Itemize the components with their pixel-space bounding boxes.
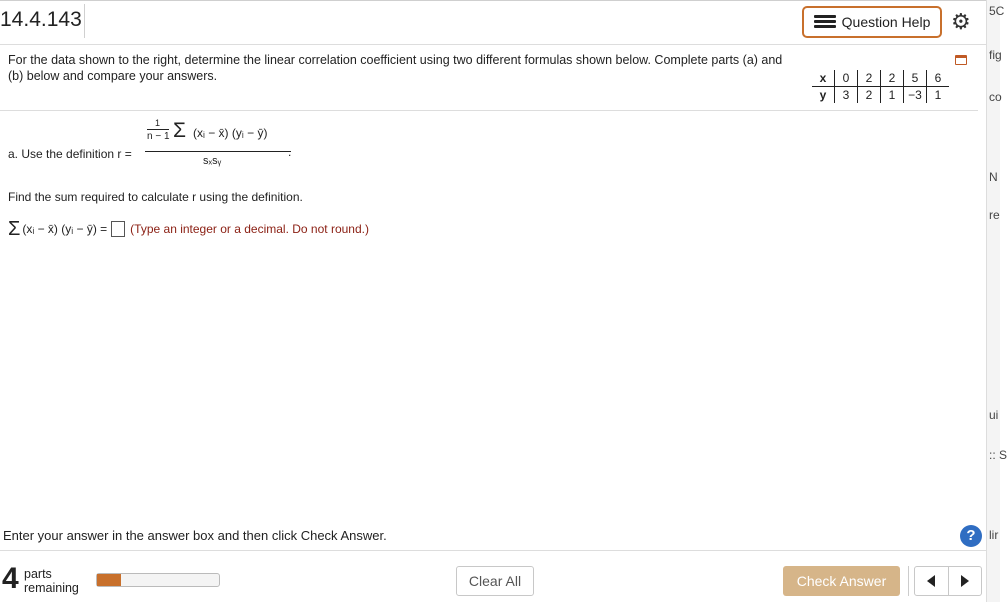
side-text: 5C — [989, 4, 1005, 18]
nav-separator — [908, 566, 909, 596]
formula-main-bar — [145, 151, 291, 152]
find-instruction: Find the sum required to calculate r using the definition. — [8, 190, 303, 204]
previous-button[interactable] — [915, 567, 949, 595]
parts-label-line2: remaining — [24, 581, 79, 595]
formula-terms: (xᵢ − x̄) (yᵢ − ȳ) — [193, 126, 268, 140]
right-side-strip — [986, 0, 1007, 602]
fraction-denominator: n − 1 — [147, 131, 170, 142]
question-number: 14.4.143 — [0, 8, 82, 31]
x-header: x — [812, 70, 835, 87]
question-nav — [914, 566, 982, 596]
part-a-label: a. Use the definition r = — [8, 147, 132, 161]
y-value: −3 — [904, 87, 927, 104]
next-button[interactable] — [949, 567, 982, 595]
content-divider — [0, 110, 978, 111]
x-value: 2 — [881, 70, 904, 87]
side-text: lir — [989, 528, 999, 542]
y-value: 2 — [858, 87, 881, 104]
progress-bar — [96, 573, 220, 587]
help-icon[interactable]: ? — [960, 525, 982, 547]
arrow-left-icon — [927, 575, 935, 587]
sum-answer-row — [8, 217, 369, 241]
side-text: co — [989, 90, 1002, 104]
side-text: :: S — [989, 448, 1007, 462]
formula-denominator: sₓsᵧ — [203, 155, 222, 167]
formula-period: . — [288, 145, 292, 159]
parts-remaining-label — [24, 567, 79, 595]
question-help-button[interactable] — [802, 6, 942, 38]
list-icon — [814, 14, 836, 30]
x-value: 5 — [904, 70, 927, 87]
x-value: 0 — [835, 70, 858, 87]
clear-all-button[interactable]: Clear All — [456, 566, 534, 596]
footer-divider — [0, 550, 986, 551]
data-table — [812, 70, 949, 103]
x-value: 2 — [858, 70, 881, 87]
y-row — [812, 87, 949, 104]
sigma-symbol: Σ — [173, 119, 186, 142]
header-divider — [0, 44, 986, 45]
question-help-label: Question Help — [841, 14, 931, 30]
side-text: fig — [989, 48, 1002, 62]
fraction-numerator: 1 — [155, 118, 161, 128]
parts-remaining-count: 4 — [2, 562, 19, 595]
y-value: 1 — [881, 87, 904, 104]
sum-answer-input[interactable] — [111, 221, 125, 237]
header-separator — [84, 4, 85, 38]
x-value: 6 — [927, 70, 950, 87]
popout-window-icon[interactable] — [955, 55, 967, 65]
y-value: 3 — [835, 87, 858, 104]
sum-expression: (xᵢ − x̄) (yᵢ − ȳ) = — [22, 222, 108, 236]
fraction-bar — [147, 129, 169, 130]
question-prompt: For the data shown to the right, determine the linear correlation coefficient using two different formulas shown below. Complete parts (a) and (b) below and compare your answers. — [8, 53, 783, 83]
x-row — [812, 70, 949, 87]
footer-instructions: Enter your answer in the answer box and then click Check Answer. — [3, 528, 387, 543]
parts-label-line1: parts — [24, 567, 52, 581]
arrow-right-icon — [961, 575, 969, 587]
side-text: re — [989, 208, 1000, 222]
top-border — [0, 0, 986, 1]
check-answer-button[interactable]: Check Answer — [783, 566, 900, 596]
gear-icon[interactable]: ⚙ — [951, 9, 971, 34]
answer-hint: (Type an integer or a decimal. Do not round.) — [130, 222, 369, 236]
correlation-formula — [145, 118, 291, 178]
side-text: N — [989, 170, 998, 184]
sigma-symbol: Σ — [8, 217, 21, 240]
y-header: y — [812, 87, 835, 104]
side-text: ui — [989, 408, 999, 422]
progress-fill — [97, 574, 121, 586]
y-value: 1 — [934, 88, 942, 102]
